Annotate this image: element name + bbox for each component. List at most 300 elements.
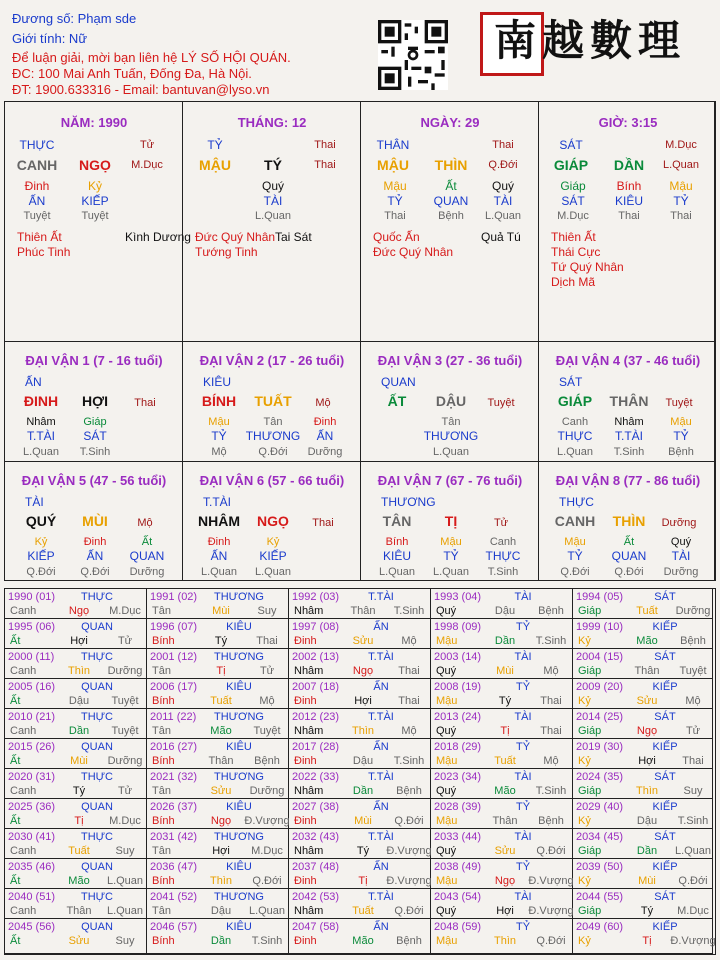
dai-van-hidden-stem: Canh <box>489 536 517 548</box>
dai-van-hidden-phase: Dưỡng <box>663 566 699 578</box>
dai-van-hidden-stem: Quý <box>670 536 692 548</box>
year-phase: Q.Đới <box>252 875 282 887</box>
year-branch: Tuất <box>636 605 658 617</box>
auspicious-star: Phúc Tinh <box>17 245 71 259</box>
qr-code-icon <box>378 20 448 90</box>
year-label: 2040 (51) <box>8 891 56 903</box>
year-branch: Thìn <box>635 785 659 797</box>
year-ten-god: QUAN <box>81 801 113 813</box>
year-stem: Nhâm <box>294 845 324 857</box>
hidden-stem: Giáp <box>560 179 586 193</box>
year-label: 2045 (56) <box>8 921 56 933</box>
year-branch: Tý <box>640 905 654 917</box>
dai-van-ten-god: T.TÀI <box>203 495 232 509</box>
dai-van-stem: BÍNH <box>201 393 237 409</box>
year-phase: M.Dục <box>251 845 283 857</box>
dai-van-hidden-phase: T.Sinh <box>613 446 645 458</box>
contact-phone-email: ĐT: 1900.633316 - Email: bantuvan@lyso.vn <box>12 82 270 97</box>
year-branch: Tuất <box>352 905 374 917</box>
year-label: 2031 (42) <box>150 831 198 843</box>
year-phase: Đ.Vượng <box>528 875 574 887</box>
stem-branch: CANH <box>16 157 58 173</box>
hidden-stem: Quý <box>491 179 515 193</box>
year-branch: Sửu <box>636 695 658 707</box>
year-branch: Mão <box>210 725 232 737</box>
dai-van-hidden-god: SÁT <box>83 429 107 443</box>
auspicious-star: Thiên Ất <box>551 230 596 244</box>
year-label: 2010 (21) <box>8 711 56 723</box>
year-stem: Kỷ <box>578 875 591 887</box>
year-branch: Tý <box>72 785 86 797</box>
year-label: 2047 (58) <box>292 921 340 933</box>
year-stem: Mậu <box>436 875 458 887</box>
year-stem: Giáp <box>578 665 602 677</box>
hidden-ten-god: TÀI <box>263 194 283 208</box>
dai-van-branch: DẬU <box>435 393 467 409</box>
hidden-stem: Ất <box>445 179 457 193</box>
year-label: 1998 (09) <box>434 621 482 633</box>
year-stem: Mậu <box>436 755 458 767</box>
life-phase: Thai <box>618 210 640 222</box>
year-phase: Tuyệt <box>111 695 139 707</box>
year-branch: Dậu <box>494 605 516 617</box>
year-ten-god: SÁT <box>654 651 676 663</box>
year-label: 2032 (43) <box>292 831 340 843</box>
dai-van-hidden-phase: Q.Đới <box>26 566 56 578</box>
dai-van-hidden-god: TỶ <box>673 429 689 443</box>
year-ten-god: KIÊU <box>226 861 252 873</box>
dai-van-hidden-stem: Mậu <box>208 416 230 428</box>
year-stem: Canh <box>10 845 37 857</box>
stem-branch: GIÁP <box>553 157 589 173</box>
year-label: 2036 (47) <box>150 861 198 873</box>
dai-van-hidden-stem: Đinh <box>207 536 231 548</box>
year-ten-god: TÀI <box>514 711 532 723</box>
year-label: 2000 (11) <box>8 651 55 663</box>
year-stem: Giáp <box>578 725 602 737</box>
year-stem: Nhâm <box>294 665 324 677</box>
year-stem: Quý <box>436 605 457 617</box>
year-branch: Thân <box>66 905 92 917</box>
year-label: 2022 (33) <box>292 771 340 783</box>
year-phase: T.Sinh <box>393 605 425 617</box>
year-ten-god: ẤN <box>373 741 389 753</box>
year-ten-god: KIẾP <box>652 681 678 693</box>
year-phase: Bệnh <box>538 815 564 827</box>
dai-van-branch: TỊ <box>444 513 458 529</box>
year-label: 2018 (29) <box>434 741 482 753</box>
year-ten-god: KIÊU <box>226 681 252 693</box>
year-phase: T.Sinh <box>251 935 283 947</box>
year-ten-god: T.TÀI <box>368 651 394 663</box>
year-label: 2023 (34) <box>434 771 482 783</box>
year-stem: Nhâm <box>294 785 324 797</box>
ten-god-label: TỶ <box>207 138 223 152</box>
year-phase: Dưỡng <box>249 785 285 797</box>
dai-van-stem: TÂN <box>382 513 412 529</box>
dai-van-hidden-phase: L.Quan <box>254 566 292 578</box>
life-phase: L.Quan <box>254 210 292 222</box>
dai-van-ten-god: ẤN <box>25 375 42 389</box>
year-ten-god: TỶ <box>515 801 531 813</box>
auspicious-star: Tứ Quý Nhân <box>551 260 624 274</box>
year-label: 1992 (03) <box>292 591 340 603</box>
dai-van-hidden-phase: Bệnh <box>668 446 694 458</box>
year-branch: Dần <box>210 935 232 947</box>
year-ten-god: T.TÀI <box>368 891 394 903</box>
hidden-stem: Bính <box>616 179 642 193</box>
year-phase: Thai <box>540 695 562 707</box>
year-stem: Tân <box>152 725 171 737</box>
year-phase: Tử <box>685 725 701 737</box>
auspicious-star: Thái Cực <box>551 245 601 259</box>
year-phase: Đ.Vượng <box>244 815 290 827</box>
year-branch: Mùi <box>70 755 88 767</box>
year-branch: Sửu <box>352 635 374 647</box>
dai-van-branch: TUẤT <box>254 393 292 409</box>
dai-van-hidden-phase: L.Quan <box>432 566 470 578</box>
year-ten-god: QUAN <box>81 741 113 753</box>
stem-branch: THÌN <box>434 157 468 173</box>
auspicious-star: Quốc Ấn <box>373 230 420 244</box>
year-ten-god: SÁT <box>654 591 676 603</box>
year-label: 1993 (04) <box>434 591 482 603</box>
year-branch: Dần <box>68 725 90 737</box>
year-ten-god: KIẾP <box>652 921 678 933</box>
hidden-stem: Kỷ <box>87 179 103 193</box>
year-phase: M.Dục <box>109 815 141 827</box>
life-phase: Thai <box>670 210 692 222</box>
year-ten-god: SÁT <box>654 711 676 723</box>
year-ten-god: KIÊU <box>226 921 252 933</box>
year-stem: Đinh <box>294 635 317 647</box>
year-stem: Ất <box>10 695 21 707</box>
year-stem: Mậu <box>436 935 458 947</box>
year-ten-god: THỰC <box>80 771 114 783</box>
year-label: 2011 (22) <box>150 711 197 723</box>
year-branch: Tị <box>500 725 510 737</box>
year-ten-god: THƯƠNG <box>214 591 264 603</box>
stem-branch: NGỌ <box>79 157 111 173</box>
year-ten-god: SÁT <box>654 891 676 903</box>
year-ten-god: ẤN <box>373 801 389 813</box>
year-label: 2046 (57) <box>150 921 198 933</box>
dai-van-hidden-phase: Q.Đới <box>560 566 590 578</box>
dai-van-title: ĐẠI VẬN 2 (17 - 26 tuổi) <box>199 353 345 368</box>
year-label: 2042 (53) <box>292 891 340 903</box>
year-label: 2049 (60) <box>576 921 624 933</box>
year-branch: Thân <box>208 755 234 767</box>
hidden-ten-god: QUAN <box>433 194 469 208</box>
year-phase: Tử <box>117 635 133 647</box>
year-branch: Tý <box>356 845 370 857</box>
year-phase: Suy <box>683 785 703 797</box>
year-branch: Sửu <box>494 845 516 857</box>
year-branch: Dậu <box>68 695 90 707</box>
year-stem: Đinh <box>294 875 317 887</box>
year-label: 2005 (16) <box>8 681 56 693</box>
year-stem: Bính <box>152 875 175 887</box>
life-phase: Tuyệt <box>23 210 51 222</box>
dai-van-hidden-stem: Mậu <box>440 536 462 548</box>
year-phase: Mộ <box>543 755 559 767</box>
year-phase: M.Dục <box>109 605 141 617</box>
year-ten-god: ẤN <box>373 621 389 633</box>
pillar-title: GIỜ: 3:15 <box>598 115 658 130</box>
year-ten-god: TỶ <box>515 921 531 933</box>
year-phase: T.Sinh <box>677 815 709 827</box>
dai-van-ten-god: TÀI <box>25 495 44 509</box>
dai-van-hidden-stem: Ất <box>141 536 153 548</box>
year-phase: Bệnh <box>254 755 280 767</box>
year-phase: Bệnh <box>396 785 422 797</box>
year-ten-god: ẤN <box>373 921 389 933</box>
year-branch: Mão <box>636 635 658 647</box>
year-stem: Bính <box>152 755 175 767</box>
year-ten-god: KIÊU <box>226 741 252 753</box>
year-phase: Thai <box>540 725 562 737</box>
year-label: 2020 (31) <box>8 771 56 783</box>
ten-god-label: Thai <box>492 139 514 151</box>
client-gender: Giới tính: Nữ <box>12 31 88 46</box>
dai-van-phase: Mộ <box>137 517 153 529</box>
year-ten-god: TÀI <box>514 591 532 603</box>
year-stem: Quý <box>436 845 457 857</box>
year-stem: Kỷ <box>578 935 591 947</box>
year-phase: Tuyệt <box>679 665 707 677</box>
dai-van-branch: NGỌ <box>257 513 289 529</box>
dai-van-hidden-phase: Mộ <box>211 446 227 458</box>
year-label: 2012 (23) <box>292 711 340 723</box>
year-branch: Hợi <box>70 635 88 647</box>
year-phase: Thai <box>398 695 420 707</box>
year-branch: Thìn <box>67 665 91 677</box>
year-phase: Dưỡng <box>107 665 143 677</box>
dai-van-phase: Mộ <box>315 397 331 409</box>
year-stem: Giáp <box>578 605 602 617</box>
year-label: 1997 (08) <box>292 621 340 633</box>
dai-van-branch: MÙI <box>82 513 108 529</box>
year-stem: Quý <box>436 785 457 797</box>
dai-van-phase: Thai <box>312 517 334 529</box>
year-label: 1996 (07) <box>150 621 198 633</box>
dai-van-hidden-stem: Mậu <box>670 416 692 428</box>
dai-van-hidden-stem: Canh <box>561 416 589 428</box>
year-branch: Sửu <box>210 785 232 797</box>
year-branch: Thìn <box>351 725 375 737</box>
dai-van-ten-god: SÁT <box>559 375 583 389</box>
dai-van-stem: NHÂM <box>198 513 240 529</box>
dai-van-branch: HỢI <box>82 393 108 409</box>
year-label: 1999 (10) <box>576 621 624 633</box>
year-phase: Đ.Vượng <box>386 845 432 857</box>
stem-branch: TÝ <box>264 157 282 173</box>
year-branch: Mùi <box>354 815 372 827</box>
year-label: 1990 (01) <box>8 591 56 603</box>
year-ten-god: THỰC <box>80 891 114 903</box>
life-phase: L.Quan <box>484 210 522 222</box>
year-label: 2030 (41) <box>8 831 56 843</box>
year-ten-god: QUAN <box>81 861 113 873</box>
year-stem: Tân <box>152 905 171 917</box>
year-label: 2037 (48) <box>292 861 340 873</box>
year-phase: T.Sinh <box>535 785 567 797</box>
year-label: 2027 (38) <box>292 801 340 813</box>
year-phase: Bệnh <box>680 635 706 647</box>
year-phase: L.Quan <box>248 905 286 917</box>
dai-van-hidden-phase: T.Sinh <box>79 446 111 458</box>
year-label: 2009 (20) <box>576 681 624 693</box>
dai-van-ten-god: QUAN <box>381 375 416 389</box>
life-phase: M.Dục <box>557 210 589 222</box>
dai-van-hidden-god: QUAN <box>611 549 647 563</box>
year-phase: T.Sinh <box>393 755 425 767</box>
year-stem: Canh <box>10 785 37 797</box>
year-stem: Bính <box>152 635 175 647</box>
year-ten-god: THƯƠNG <box>214 771 264 783</box>
year-ten-god: KIẾP <box>652 861 678 873</box>
year-label: 2028 (39) <box>434 801 482 813</box>
year-branch: Mão <box>68 875 90 887</box>
dai-van-hidden-stem: Mậu <box>564 536 586 548</box>
brand-logo: 南越數理 <box>494 16 687 65</box>
year-stem: Bính <box>152 815 175 827</box>
year-phase: L.Quan <box>106 905 144 917</box>
year-branch: Tý <box>498 695 512 707</box>
year-stem: Quý <box>436 905 457 917</box>
year-phase: Dưỡng <box>107 755 143 767</box>
dai-van-hidden-god: ẤN <box>210 549 228 563</box>
year-stem: Giáp <box>578 845 602 857</box>
year-phase: M.Dục <box>677 905 709 917</box>
dai-van-hidden-stem: Nhâm <box>614 416 644 428</box>
dai-van-hidden-stem: Đinh <box>83 536 107 548</box>
dai-van-hidden-stem: Kỷ <box>266 536 280 548</box>
year-branch: Mùi <box>496 665 514 677</box>
year-branch: Ngọ <box>636 725 658 737</box>
stem-branch: Thai <box>314 159 336 171</box>
year-phase: Q.Đới <box>394 905 424 917</box>
year-stem: Đinh <box>294 695 317 707</box>
dai-van-hidden-stem: Kỷ <box>34 536 48 548</box>
year-branch: Dần <box>494 635 516 647</box>
dai-van-stem: GIÁP <box>557 393 593 409</box>
year-stem: Kỷ <box>578 815 591 827</box>
year-branch: Ngọ <box>352 665 374 677</box>
year-ten-god: TỶ <box>515 741 531 753</box>
year-label: 2035 (46) <box>8 861 56 873</box>
year-label: 2007 (18) <box>292 681 340 693</box>
year-label: 2034 (45) <box>576 831 624 843</box>
year-branch: Tuất <box>494 755 516 767</box>
year-label: 2008 (19) <box>434 681 482 693</box>
year-phase: Q.Đới <box>536 845 566 857</box>
dai-van-ten-god: THƯƠNG <box>381 495 436 509</box>
year-stem: Canh <box>10 605 37 617</box>
year-phase: Q.Đới <box>394 815 424 827</box>
year-phase: Thai <box>256 635 278 647</box>
year-branch: Thìn <box>493 935 517 947</box>
auspicious-star: Tướng Tinh <box>195 245 258 259</box>
dai-van-hidden-stem: Đinh <box>313 416 337 428</box>
dai-van-branch: THÂN <box>609 393 649 409</box>
year-ten-god: KIÊU <box>226 621 252 633</box>
year-label: 2001 (12) <box>150 651 198 663</box>
year-label: 2017 (28) <box>292 741 340 753</box>
year-branch: Ngọ <box>210 815 232 827</box>
hidden-ten-god: KIẾP <box>81 194 109 208</box>
dai-van-stem: ẤT <box>387 393 407 409</box>
dai-van-stem: QUÝ <box>25 513 57 529</box>
year-phase: Suy <box>115 935 135 947</box>
hidden-ten-god: SÁT <box>561 194 585 208</box>
stem-branch: L.Quan <box>662 159 700 171</box>
pillar-title: NGÀY: 29 <box>420 115 480 130</box>
year-stem: Bính <box>152 935 175 947</box>
year-branch: Mão <box>352 935 374 947</box>
year-stem: Tân <box>152 605 171 617</box>
year-branch: Tị <box>216 665 226 677</box>
dai-van-hidden-phase: L.Quan <box>432 446 470 458</box>
year-ten-god: ẤN <box>373 861 389 873</box>
year-ten-god: THƯƠNG <box>214 831 264 843</box>
stem-branch: MẬU <box>199 157 231 173</box>
year-stem: Mậu <box>436 635 458 647</box>
year-branch: Hợi <box>496 905 514 917</box>
year-ten-god: T.TÀI <box>368 771 394 783</box>
year-ten-god: TÀI <box>514 651 532 663</box>
year-stem: Bính <box>152 695 175 707</box>
year-phase: L.Quan <box>106 875 144 887</box>
year-phase: Suy <box>257 605 277 617</box>
year-ten-god: QUAN <box>81 921 113 933</box>
year-label: 2002 (13) <box>292 651 340 663</box>
contact-invite: Để luận giải, mời bạn liên hệ LÝ SỐ HỘI QUÁN. <box>12 50 291 65</box>
year-phase: Q.Đới <box>678 875 708 887</box>
year-phase: Dưỡng <box>675 605 711 617</box>
contact-address: ĐC: 100 Mai Anh Tuấn, Đống Đa, Hà Nội. <box>12 66 252 81</box>
year-stem: Mậu <box>436 695 458 707</box>
year-label: 2006 (17) <box>150 681 198 693</box>
year-stem: Đinh <box>294 815 317 827</box>
year-ten-god: KIẾP <box>652 621 678 633</box>
year-ten-god: TÀI <box>514 771 532 783</box>
year-stem: Giáp <box>578 785 602 797</box>
dai-van-hidden-god: TÀI <box>671 549 691 563</box>
ten-god-label: Tử <box>139 139 155 151</box>
year-stem: Giáp <box>578 905 602 917</box>
year-stem: Canh <box>10 665 37 677</box>
dai-van-hidden-stem: Tân <box>263 416 283 428</box>
year-branch: Mùi <box>212 605 230 617</box>
dai-van-hidden-phase: L.Quan <box>556 446 594 458</box>
year-label: 2029 (40) <box>576 801 624 813</box>
dai-van-phase: Thai <box>134 397 156 409</box>
dai-van-title: ĐẠI VẬN 3 (27 - 36 tuổi) <box>377 353 523 368</box>
year-label: 1994 (05) <box>576 591 624 603</box>
year-phase: Tử <box>259 665 275 677</box>
dai-van-branch: THÌN <box>612 513 646 529</box>
year-ten-god: QUAN <box>81 621 113 633</box>
year-ten-god: THỰC <box>80 591 114 603</box>
year-label: 2024 (35) <box>576 771 624 783</box>
dai-van-title: ĐẠI VẬN 4 (37 - 46 tuổi) <box>555 353 701 368</box>
ten-god-label: SÁT <box>559 138 583 152</box>
year-ten-god: T.TÀI <box>368 831 394 843</box>
year-stem: Ất <box>10 815 21 827</box>
year-stem: Kỷ <box>578 755 591 767</box>
dai-van-ten-god: KIÊU <box>203 375 232 389</box>
